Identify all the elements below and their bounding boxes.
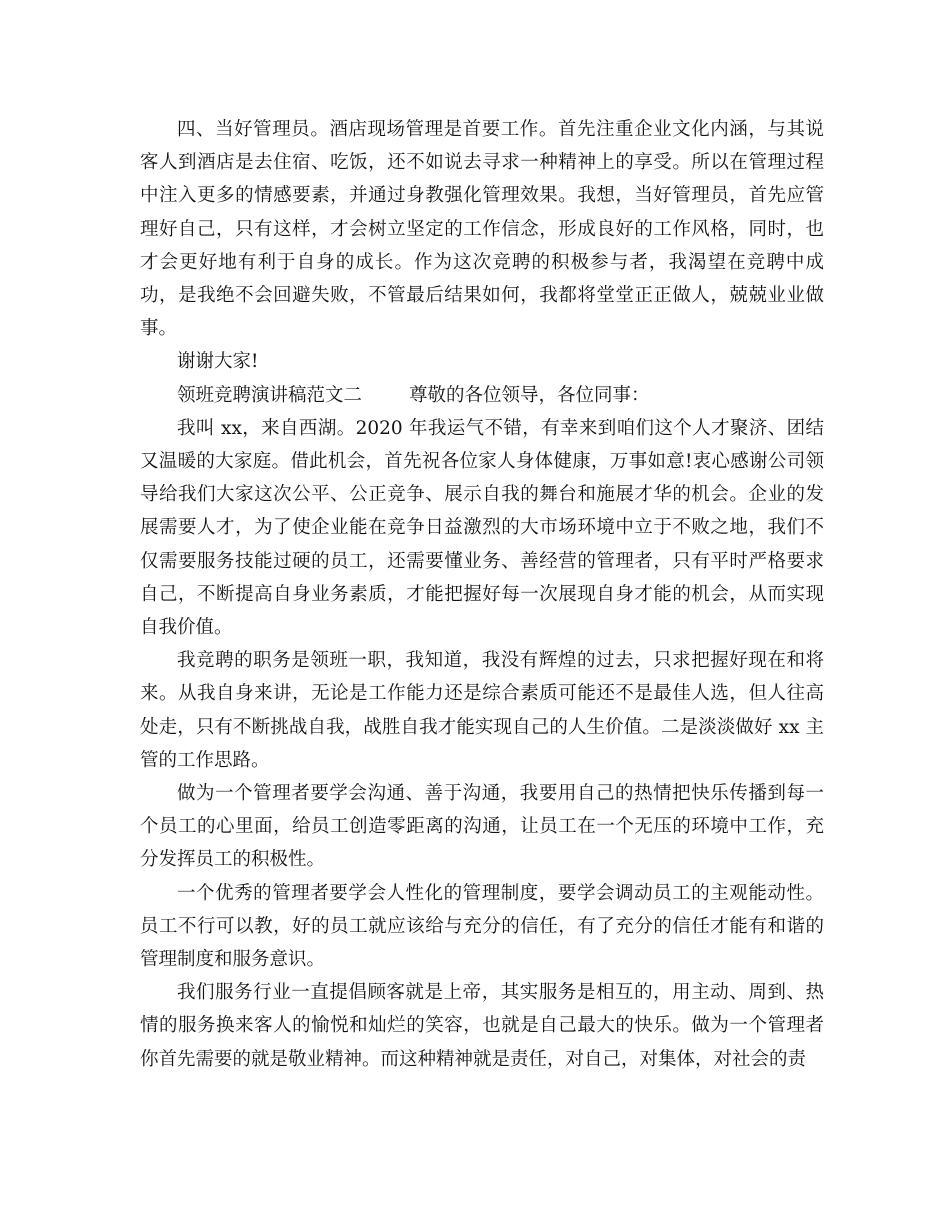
paragraph-service-industry: 我们服务行业一直提倡顾客就是上帝，其实服务是相互的，用主动、周到、热情的服务换来客人的愉悦和灿烂的笑容，也就是自己最大的快乐。做为一个管理者你首先需要的就是敬业精神。而这种精神就是责任，对自己，对集体，对社会的责 bbox=[140, 982, 824, 1070]
paragraph-speech-heading: 领班竞聘演讲稿范文二 尊敬的各位领导，各位同事： bbox=[177, 384, 650, 406]
paragraph-humanized-management: 一个优秀的管理者要学会人性化的管理制度，要学会调动员工的主观能动性。员工不行可以教，好的员工就应该给与充分的信任，有了充分的信任才能有和谐的管理制度和服务意识。 bbox=[140, 882, 824, 971]
paragraph-self-intro: 我叫 xx，来自西湖。2020 年我运气不错，有幸来到咱们这个人才聚济、团结又温暖的大家庭。借此机会，首先祝各位家人身体健康，万事如意!衷心感谢公司领导给我们大家这次公平、公正竞争、展示自我的舞台和施展才华的机会。企业的发展需要人才，为了使企业能在竞争日益激烈的大市场环境中立于不败之地，我们不仅需要服务技能过硬的员工，还需要懂业务、善经营的管理者，只有平时严格要求自己，不断提高自身业务素质，才能把握好每一次展现自身才能的机会，从而实现自我价值。 bbox=[140, 417, 824, 639]
paragraph-communication: 做为一个管理者要学会沟通、善于沟通，我要用自己的热情把快乐传播到每一个员工的心里面，给员工创造零距离的沟通，让员工在一个无压的环境中工作，充分发挥员工的积极性。 bbox=[140, 783, 824, 871]
paragraph-position: 我竞聘的职务是领班一职，我知道，我没有辉煌的过去，只求把握好现在和将来。从我自身来讲，无论是工作能力还是综合素质可能还不是最佳人选，但人往高处走，只有不断挑战自我，战胜自我才能实现自己的人生价值。二是淡淡做好 xx 主管的工作思路。 bbox=[140, 650, 824, 771]
document-page bbox=[140, 113, 824, 1076]
paragraph-thanks: 谢谢大家! bbox=[177, 351, 259, 373]
paragraph-manager-duty: 四、当好管理员。酒店现场管理是首要工作。首先注重企业文化内涵，与其说客人到酒店是去住宿、吃饭，还不如说去寻求一种精神上的享受。所以在管理过程中注入更多的情感要素，并通过身教强化管理效果。我想，当好管理员，首先应管理好自己，只有这样，才会树立坚定的工作信念，形成良好的工作风格，同时，也才会更好地有利于自身的成长。作为这次竞聘的积极参与者，我渴望在竞聘中成功，是我绝不会回避失败，不管最后结果如何，我都将堂堂正正做人，兢兢业业做事。 bbox=[140, 119, 824, 340]
